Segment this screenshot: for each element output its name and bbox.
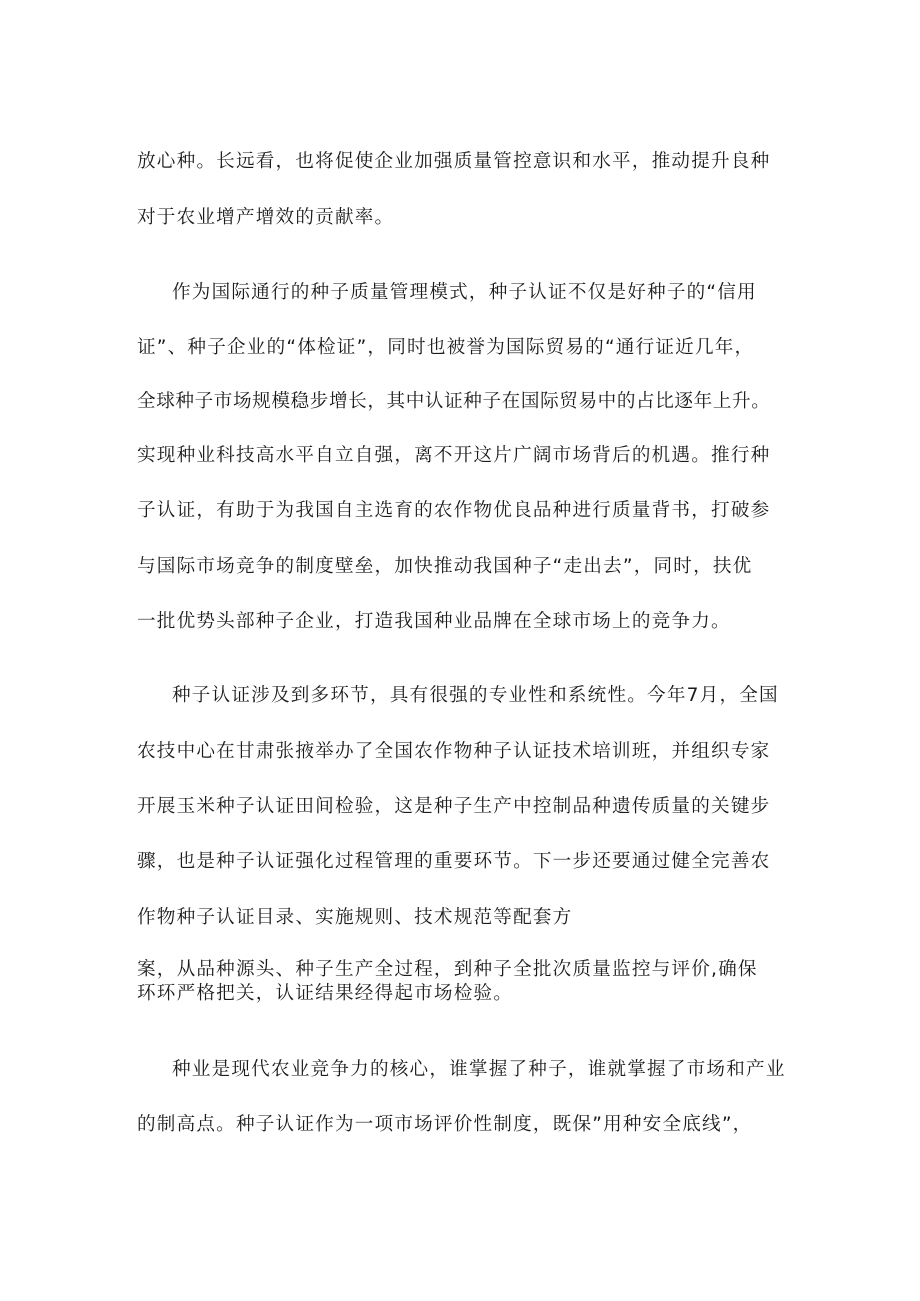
text-line: 子认证，有助于为我国自主选育的农作物优良品种进行质量背书，打破参: [137, 500, 771, 521]
text-line: 全球种子市场规模稳步增长，其中认证种子在国际贸易中的占比逐年上升。: [137, 391, 771, 412]
text-line: 实现种业科技高水平自立自强，离不开这片广阔市场背后的机遇。推行种: [137, 445, 771, 466]
text-line: 开展玉米种子认证田间检验，这是种子生产中控制品种遗传质量的关键步: [137, 796, 771, 817]
text-line: 对于农业增产增效的贡献率。: [137, 207, 395, 228]
text-line: 骤，也是种子认证强化过程管理的重要环节。下一步还要通过健全完善农: [137, 851, 771, 872]
text-line: 作物种子认证目录、实施规则、技术规范等配套方: [137, 907, 573, 928]
text-line: 案，从品种源头、种子生产全过程，到种子全批次质量监控与评价,确保: [137, 959, 758, 980]
text-line: 种子认证涉及到多环节，具有很强的专业性和系统性。今年7月，全国: [172, 685, 779, 706]
text-line: 作为国际通行的种子质量管理模式，种子认证不仅是好种子的“信用: [172, 282, 757, 303]
text-line: 农技中心在甘肃张掖举办了全国农作物种子认证技术培训班，并组织专家: [137, 741, 771, 762]
text-line: 放心种。长远看，也将促使企业加强质量管控意识和水平，推动提升良种: [137, 151, 771, 172]
text-line: 的制高点。种子认证作为一项市场评价性制度，既保”用种安全底线”，: [137, 1114, 753, 1135]
text-line: 环环严格把关，认证结果经得起市场检验。: [137, 983, 514, 1004]
text-line: 证”、种子企业的“体检证”，同时也被誉为国际贸易的“通行证近几年，: [137, 337, 755, 358]
text-line: 种业是现代农业竞争力的核心，谁掌握了种子，谁就掌握了市场和产业: [172, 1059, 786, 1080]
text-line: 与国际市场竞争的制度壁垒，加快推动我国种子“走出去”，同时，扶优: [137, 556, 753, 577]
text-line: 一批优势头部种子企业，打造我国种业品牌在全球市场上的竞争力。: [137, 611, 731, 632]
